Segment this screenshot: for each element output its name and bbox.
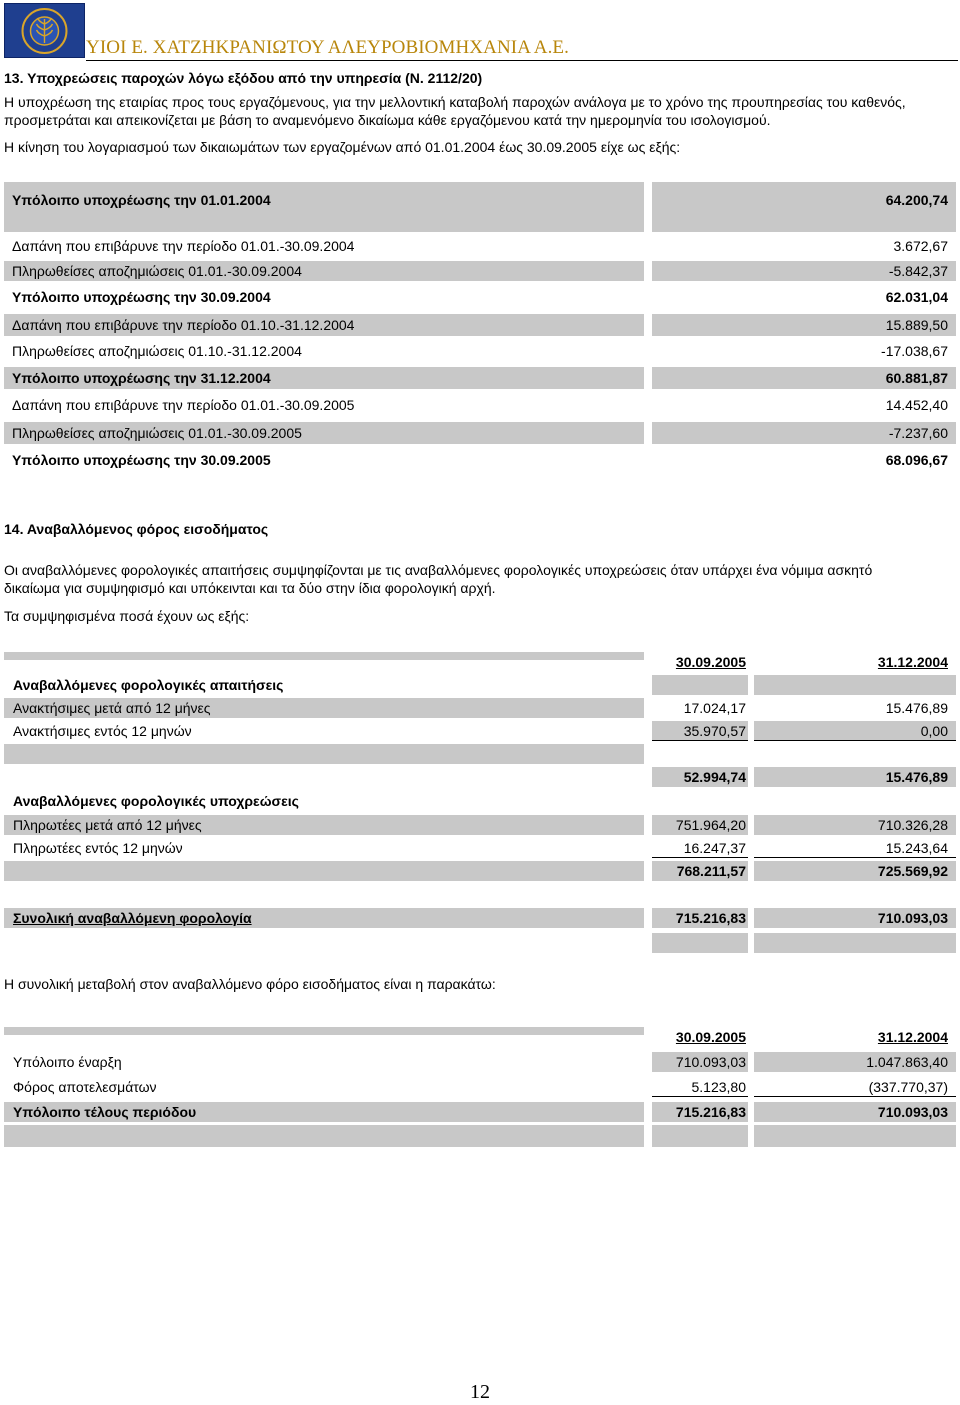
table-row xyxy=(4,450,956,470)
row-label: Δαπάνη που επιβάρυνε την περίοδο 01.01.-30.09.2004 xyxy=(12,238,355,254)
row-value-1 xyxy=(652,884,748,904)
table-row xyxy=(4,287,956,307)
table-row xyxy=(4,933,956,956)
row-label: Υπόλοιπο υποχρέωσης την 31.12.2004 xyxy=(12,370,271,386)
row-value-2: 15.476,89 xyxy=(754,767,956,787)
row-label: Υπόλοιπο υποχρέωσης την 30.09.2005 xyxy=(12,452,271,468)
row-label: Φόρος αποτελεσμάτων xyxy=(13,1079,157,1095)
row-value: -17.038,67 xyxy=(881,343,948,359)
table-row xyxy=(4,395,956,415)
row-label xyxy=(4,744,644,764)
row-value-2 xyxy=(754,791,956,811)
row-label: Συνολική αναβαλλόμενη φορολογία xyxy=(4,908,644,928)
row-value-1: 710.093,03 xyxy=(652,1052,748,1072)
row-label: Πληρωθείσες αποζημιώσεις 01.10.-31.12.2004 xyxy=(12,343,302,359)
table-row xyxy=(4,815,956,838)
row-value-2: 710.093,03 xyxy=(754,908,956,928)
row-value: 3.672,67 xyxy=(893,238,948,254)
row-label: Υπόλοιπο υποχρέωσης την 30.09.2004 xyxy=(12,289,271,305)
row-value-1: 715.216,83 xyxy=(652,908,748,928)
row-value-2: 0,00 xyxy=(754,721,956,741)
row-value: 14.452,40 xyxy=(885,397,948,413)
row-label xyxy=(4,933,644,953)
row-label: Πληρωτέες μετά από 12 μήνες xyxy=(4,815,644,835)
row-value: 60.881,87 xyxy=(885,370,948,386)
row-value-1 xyxy=(652,933,748,953)
row-value-1: 768.211,57 xyxy=(652,861,748,881)
row-label: Δαπάνη που επιβάρυνε την περίοδο 01.10.-31.12.2004 xyxy=(12,317,355,333)
section-13-title: 13. Υποχρεώσεις παροχών λόγω εξόδου από την υπηρεσία (Ν. 2112/20) xyxy=(4,70,483,86)
row-label: Υπόλοιπο υποχρέωσης την 01.01.2004 xyxy=(12,192,271,208)
section-14-paragraph-line-1: Οι αναβαλλόμενες φορολογικές απαιτήσεις συμψηφίζονται με τις αναβαλλόμενες φορολογικές υποχρεώσεις όταν υπάρχει ένα νόμιμα ασκητό xyxy=(4,562,873,578)
row-value: 62.031,04 xyxy=(885,289,948,305)
row-value-2 xyxy=(754,933,956,953)
section-14-intro: Τα συμψηφισμένα ποσά έχουν ως εξής: xyxy=(4,608,250,624)
row-value-1: 16.247,37 xyxy=(652,838,748,858)
page-number: 12 xyxy=(470,1381,490,1403)
row-value-1: 5.123,80 xyxy=(652,1077,748,1097)
table-row xyxy=(4,838,956,861)
table-row xyxy=(4,698,956,721)
section-13-paragraph-line-1: Η υποχρέωση της εταιρίας προς τους εργαζόμενους, για την μελλοντική καταβολή παροχών ανάλογα με το χρόνο της προυπηρεσίας του καθενός, xyxy=(4,94,906,110)
table-row xyxy=(4,1077,956,1100)
row-value-2: (337.770,37) xyxy=(754,1077,956,1097)
row-value-2: 1.047.863,40 xyxy=(754,1052,956,1072)
table-row xyxy=(4,861,956,884)
table-row xyxy=(4,1102,956,1125)
row-value: 68.096,67 xyxy=(885,452,948,468)
tax-change-intro: Η συνολική μεταβολή στον αναβαλλόμενο φόρο εισοδήματος είναι η παρακάτω: xyxy=(4,976,496,992)
row-label: Πληρωθείσες αποζημιώσεις 01.01.-30.09.2004 xyxy=(12,263,302,279)
row-label xyxy=(4,861,644,881)
row-label: Πληρωθείσες αποζημιώσεις 01.01.-30.09.2005 xyxy=(12,425,302,441)
table-row xyxy=(4,675,956,698)
row-value: 64.200,74 xyxy=(885,192,948,208)
row-value-2: 710.326,28 xyxy=(754,815,956,835)
header-divider xyxy=(86,60,958,61)
row-label: Υπόλοιπο έναρξη xyxy=(13,1054,122,1070)
row-value: 15.889,50 xyxy=(885,317,948,333)
row-label: Αναβαλλόμενες φορολογικές υποχρεώσεις xyxy=(13,793,299,809)
table-row xyxy=(4,236,956,256)
table-row xyxy=(4,261,956,281)
table-row xyxy=(4,422,956,444)
table-row xyxy=(4,1052,956,1075)
section-13-intro: Η κίνηση του λογαριασμού των δικαιωμάτων των εργαζομένων από 01.01.2004 έως 30.09.2005 είχε ως εξής: xyxy=(4,139,681,155)
row-value-1 xyxy=(652,791,748,811)
row-label xyxy=(4,884,644,904)
row-label: Δαπάνη που επιβάρυνε την περίοδο 01.01.-30.09.2005 xyxy=(12,397,355,413)
row-value-2 xyxy=(754,675,956,695)
column-header-31-12-2004: 31.12.2004 xyxy=(877,654,948,670)
column-header-30-09-2005: 30.09.2005 xyxy=(675,654,746,670)
column-header-30-09-2005: 30.09.2005 xyxy=(675,1029,746,1045)
row-value-2 xyxy=(754,744,956,764)
table-header-row xyxy=(4,1027,956,1050)
column-header-31-12-2004: 31.12.2004 xyxy=(877,1029,948,1045)
row-value-1: 715.216,83 xyxy=(652,1102,748,1122)
table-row xyxy=(4,884,956,907)
table-row xyxy=(4,791,956,814)
table-row xyxy=(4,341,956,361)
table-row xyxy=(4,1125,956,1148)
section-14-title: 14. Αναβαλλόμενος φόρος εισοδήματος xyxy=(4,521,269,537)
row-label xyxy=(4,767,644,787)
company-name: ΥΙΟΙ Ε. ΧΑΤΖΗΚΡΑΝΙΩΤΟΥ ΑΛΕΥΡΟΒΙΟΜΗΧΑΝΙΑ Α.Ε. xyxy=(86,37,569,58)
row-value-1 xyxy=(652,675,748,695)
table-row xyxy=(4,721,956,744)
row-value-2: 15.243,64 xyxy=(754,838,956,858)
table-row xyxy=(4,744,956,767)
table-row xyxy=(4,314,956,336)
row-value-1 xyxy=(652,744,748,764)
section-14-paragraph-line-2: δικαίωμα για συμψηφισμό και υπόκεινται και τα δύο στην ίδια φορολογική αρχή. xyxy=(4,580,496,596)
row-value-2: 15.476,89 xyxy=(885,700,948,716)
row-value: -5.842,37 xyxy=(888,263,948,279)
logo-emblem-icon xyxy=(5,4,84,57)
company-logo xyxy=(4,3,85,58)
row-value-1: 52.994,74 xyxy=(652,767,748,787)
table-row xyxy=(4,182,956,232)
row-value-2 xyxy=(754,884,956,904)
row-label: Αναβαλλόμενες φορολογικές απαιτήσεις xyxy=(13,677,284,693)
row-label: Ανακτήσιμες εντός 12 μηνών xyxy=(13,723,192,739)
row-value-1: 751.964,20 xyxy=(652,815,748,835)
table-header-row xyxy=(4,652,956,675)
table-row xyxy=(4,908,956,931)
row-label: Υπόλοιπο τέλους περιόδου xyxy=(4,1102,644,1122)
row-label: Ανακτήσιμες μετά από 12 μήνες xyxy=(4,698,644,718)
row-value-2: 710.093,03 xyxy=(754,1102,956,1122)
row-value-1: 17.024,17 xyxy=(683,700,746,716)
table-row xyxy=(4,767,956,790)
row-value-1: 35.970,57 xyxy=(652,721,748,741)
row-value: -7.237,60 xyxy=(888,425,948,441)
row-value-2: 725.569,92 xyxy=(754,861,956,881)
row-label: Πληρωτέες εντός 12 μηνών xyxy=(13,840,183,856)
table-row xyxy=(4,367,956,389)
section-13-paragraph-line-2: προσμετράται και απεικονίζεται με βάση το αναμενόμενο δικαίωμα κάθε εργαζόμενου κατά την ημερομηνία του ισολογισμού. xyxy=(4,112,771,128)
